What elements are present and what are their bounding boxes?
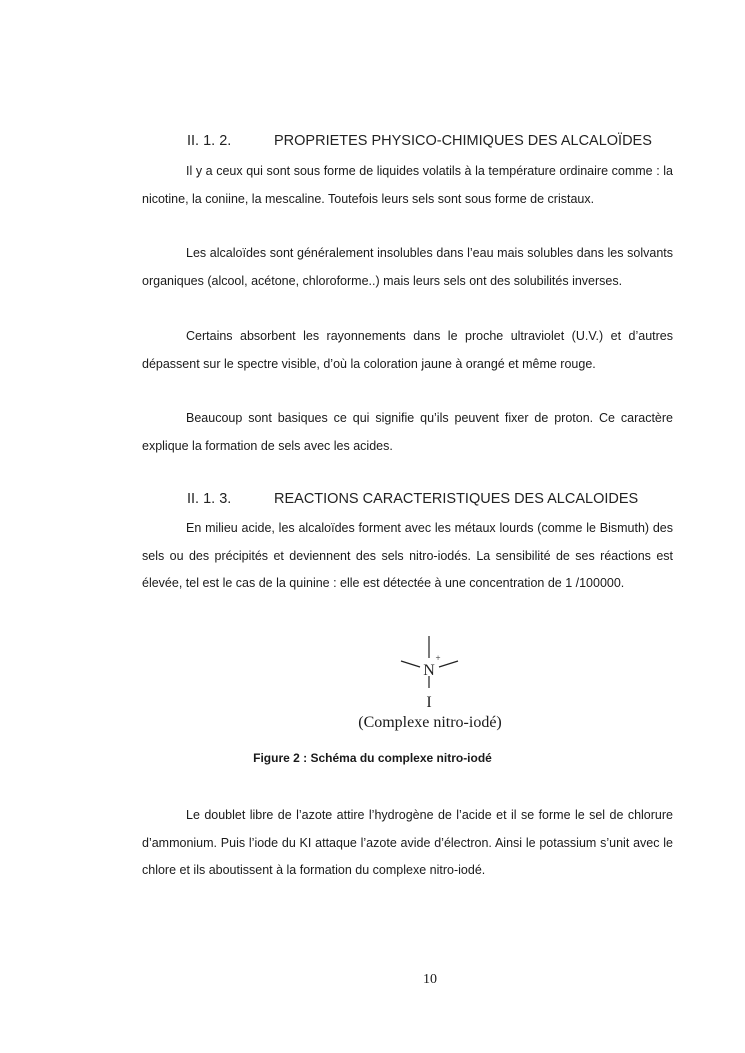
positive-charge: + — [435, 653, 441, 663]
section-heading-physico-chimiques — [187, 133, 652, 149]
paragraph: Les alcaloïdes sont généralement insolubles dans l’eau mais solubles dans les solvants organiques (alcool, acétone, chloroforme..) mais leurs sels ont des solubilités inverses. — [142, 246, 673, 288]
figure-caption: Figure 2 : Schéma du complexe nitro-iodé — [253, 751, 492, 765]
nitrogen-atom: N — [423, 662, 435, 679]
iodine-atom: I — [426, 694, 432, 710]
page-number: 10 — [423, 972, 437, 987]
bond-right — [439, 661, 458, 667]
figure-label: (Complexe nitro-iodé) — [358, 714, 502, 731]
section-heading-reactions — [187, 491, 638, 507]
section-number: II. 1. 3. — [187, 491, 232, 507]
bond-left — [401, 661, 420, 667]
paragraph: Beaucoup sont basiques ce qui signifie qu’ils peuvent fixer de proton. Ce caractère explique la formation de sels avec les acides. — [142, 411, 673, 453]
paragraph: Il y a ceux qui sont sous forme de liquides volatils à la température ordinaire comme : la nicotine, la coniine, la mescaline. Toutefois leurs sels sont sous forme de cristaux. — [142, 164, 673, 206]
paragraph: Le doublet libre de l’azote attire l’hydrogène de l’acide et il se forme le sel de chlorure d’ammonium. Puis l’iode du KI attaque l’azote avide d’électron. Ainsi le potassium s’unit avec le chlore et ils aboutissent à la formation du complexe nitro-iodé. — [142, 808, 673, 877]
section-title: REACTIONS CARACTERISTIQUES DES ALCALOIDES — [274, 491, 639, 507]
paragraph: En milieu acide, les alcaloïdes forment avec les métaux lourds (comme le Bismuth) des sels ou des précipités et deviennent des sels nitro-iodés. La sensibilité de ses réactions est élevée, tel est le cas de la quinine : elle est détectée à une concentration de 1 /100000. — [142, 521, 673, 590]
section-number: II. 1. 2. — [187, 133, 232, 149]
paragraph: Certains absorbent les rayonnements dans le proche ultraviolet (U.V.) et d’autres dépassent sur le spectre visible, d’où la coloration jaune à orangé et même rouge. — [142, 329, 673, 371]
nitro-iodide-structure-diagram — [0, 630, 745, 710]
section-title: PROPRIETES PHYSICO-CHIMIQUES DES ALCALOÏDES — [274, 133, 652, 149]
